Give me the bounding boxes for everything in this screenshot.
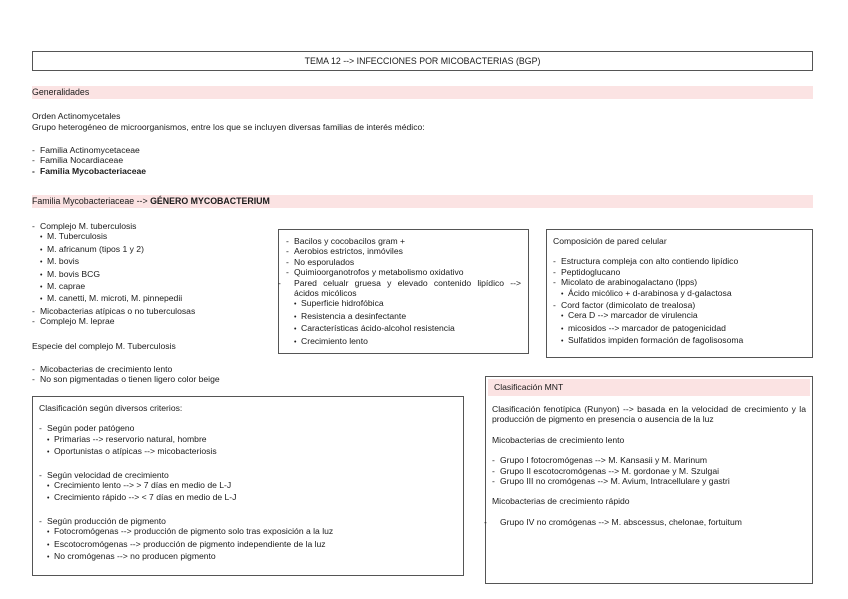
complejo-list [32,221,195,327]
clasificacion-item: • Crecimiento rápido --> < 7 días en medio de L-J [39,492,457,504]
clasificacion-item: • Oportunistas o atípicas --> micobacteriosis [39,446,457,458]
pared-celular-title: Composición de pared celular [553,236,667,246]
caracteristica-item: • Resistencia a desinfectante [286,311,521,323]
section-familia-genero: GÉNERO MYCOBACTERIUM [150,196,270,206]
especie-title: Especie del complejo M. Tuberculosis [32,341,176,351]
clasificacion-group-head: - Según velocidad de crecimiento [39,470,457,480]
mnt-lento-list [492,455,806,486]
complejo-item: - Complejo M. tuberculosis [32,221,195,231]
complejo-item: • M. caprae [32,281,195,293]
pared-item: • Cera D --> marcador de virulencia [553,310,806,322]
especie-item: - Micobacterias de crecimiento lento [32,364,220,374]
clasificacion-group-head: - Según producción de pigmento [39,516,457,526]
pared-item: - Peptidoglucano [553,267,806,277]
mnt-lento-item: - Grupo I fotocromógenas --> M. Kansasii y M. Marinum [492,455,806,465]
mnt-box [485,376,813,584]
pared-item: - Cord factor (dimicolato de trealosa) [553,300,806,310]
pared-item: - Estructura compleja con alto contiendo lipídico [553,256,806,266]
clasificacion-item: • Crecimiento lento --> > 7 días en medio de L-J [39,480,457,492]
pared-celular-box [546,229,813,358]
familias-list [32,145,146,176]
mnt-runyon: Clasificación fenotípica (Runyon) --> basada en la velocidad de crecimiento y la producción de pigmento en presencia o ausencia de la luz [492,404,806,425]
pared-item: • Sulfatidos impiden formación de fagolisosoma [553,335,806,347]
section-generalidades: Generalidades [32,86,813,99]
clasificacion-box [32,396,464,576]
clasificacion-item: • Escotocromógenas --> producción de pigmento independiente de la luz [39,539,457,551]
caracteristica-item: - Aerobios estrictos, inmóviles [286,246,521,256]
intro-grupo: Grupo heterogéneo de microorganismos, entre los que se incluyen diversas familias de interés médico: [32,122,425,132]
caracteristicas-list [286,236,521,348]
complejo-item: - Complejo M. leprae [32,316,195,326]
caracteristica-item: - Pared celualr gruesa y elevado contenido lipídico --> ácidos micólicos [286,278,521,299]
caracteristica-item: - Quimioorganotrofos y metabolismo oxidativo [286,267,521,277]
page-title: TEMA 12 --> INFECCIONES POR MICOBACTERIAS (BGP) [32,51,813,71]
clasificacion-list [39,423,457,563]
intro-orden: Orden Actinomycetales [32,111,121,121]
caracteristica-item: • Superficie hidrofóbica [286,298,521,310]
clasificacion-item: • Fotocromógenas --> producción de pigmento solo tras exposición a la luz [39,526,457,538]
pared-celular-list [553,256,806,347]
mnt-title: Clasificación MNT [488,379,810,396]
complejo-item: • M. bovis BCG [32,269,195,281]
caracteristica-item: - Bacilos y cocobacilos gram + [286,236,521,246]
clasificacion-title: Clasificación según diversos criterios: [39,403,183,413]
mnt-rapido-list [492,517,806,527]
pared-item: • micosidos --> marcador de patogenicidad [553,323,806,335]
mnt-lento-item: - Grupo II escotocromógenas --> M. gordonae y M. Szulgai [492,466,806,476]
mnt-rapido-title: Micobacterias de crecimiento rápido [492,496,630,507]
familia-item: - Familia Actinomycetaceae [32,145,146,155]
mnt-rapido-item: - Grupo IV no cromógenas --> M. abscessus, chelonae, fortuitum [492,517,806,527]
especie-list [32,364,220,385]
complejo-item: • M. Tuberculosis [32,231,195,243]
section-familia-prefix: Familia Mycobacteriaceae --> [32,196,151,206]
complejo-item: • M. bovis [32,256,195,268]
clasificacion-group-head: - Según poder patógeno [39,423,457,433]
complejo-item: • M. africanum (tipos 1 y 2) [32,244,195,256]
clasificacion-item: • No cromógenas --> no producen pigmento [39,551,457,563]
mnt-lento-title: Micobacterias de crecimiento lento [492,434,625,445]
clasificacion-item: • Primarias --> reservorio natural, hombre [39,434,457,446]
especie-item: - No son pigmentadas o tienen ligero color beige [32,374,220,384]
pared-item: • Ácido micólico + d-arabinosa y d-galactosa [553,288,806,300]
complejo-item: - Micobacterias atípicas o no tuberculosas [32,306,195,316]
caracteristica-item: - No esporulados [286,257,521,267]
pared-item: - Micolato de arabinogalactano (lpps) [553,277,806,287]
complejo-item: • M. canetti, M. microti, M. pinnepedii [32,293,195,305]
caracteristicas-box [278,229,529,354]
familia-item: - Familia Nocardiaceae [32,155,146,165]
mnt-lento-item: - Grupo III no cromógenas --> M. Avium, Intracellulare y gastri [492,476,806,486]
caracteristica-item: • Crecimiento lento [286,336,521,348]
caracteristica-item: • Características ácido-alcohol resistencia [286,323,521,335]
section-familia [32,195,813,208]
familia-item: - Familia Mycobacteriaceae [32,166,146,176]
